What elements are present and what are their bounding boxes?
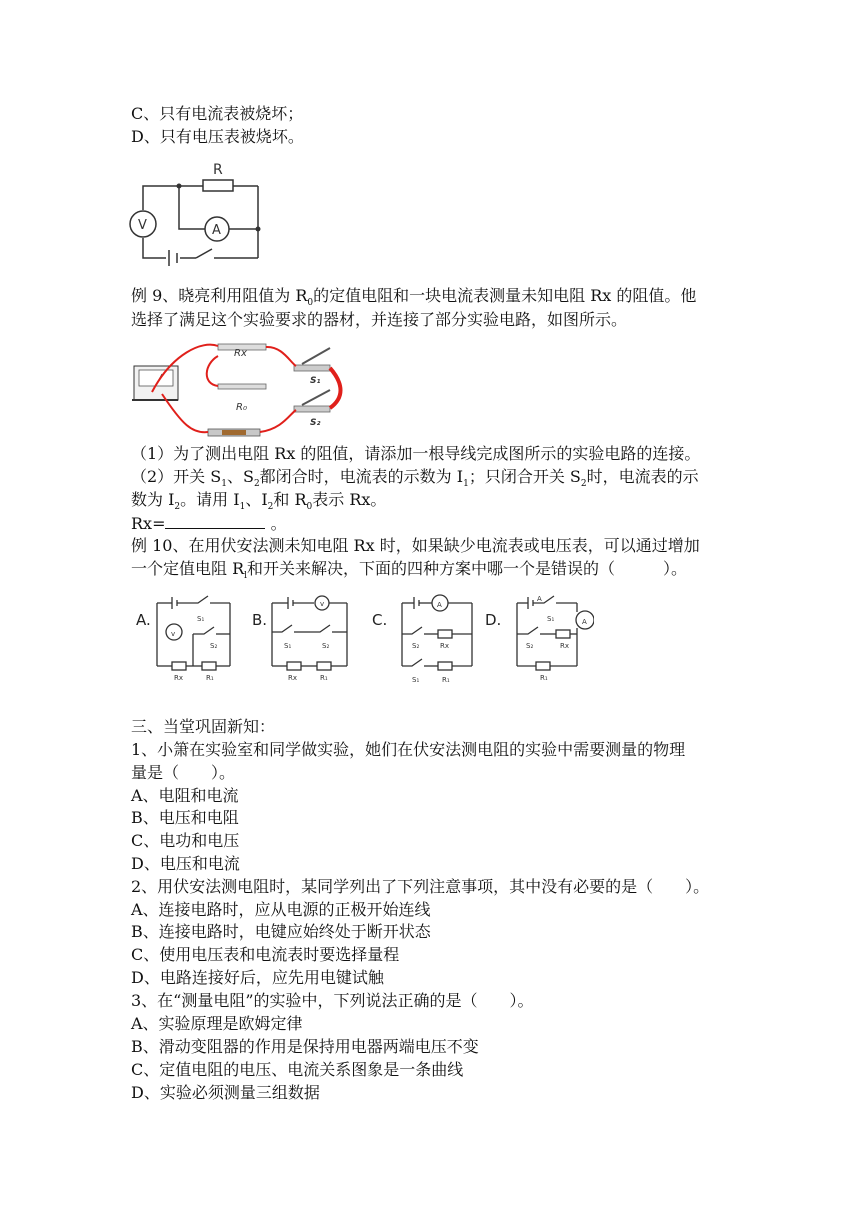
switch-s1 <box>294 348 330 371</box>
svg-text:Rx: Rx <box>440 642 450 650</box>
option-a-label: A. <box>136 611 151 629</box>
s2-label: S₂ <box>310 418 321 428</box>
q3-option-a: A、实验原理是欧姆定律 <box>131 1014 303 1033</box>
q2-option-b: B、连接电路时，电键应始终处于断开状态 <box>131 922 431 941</box>
q1-option-c: C、电功和电压 <box>131 831 240 850</box>
svg-text:R₁: R₁ <box>540 674 548 682</box>
ex9-q2-line1: （2）开关 $S_1$、$S_2$都闭合时，电流表的示数为 $I_1$；只闭合开关 $S_2$时，电流表的示 <box>131 467 699 490</box>
r-label: R <box>213 162 223 178</box>
option-d: D、只有电压表被烧坏。 <box>131 127 304 146</box>
svg-text:S₂: S₂ <box>526 642 534 650</box>
q2-line: 2、用伏安法测电阻时，某同学列出了下列注意事项，其中没有必要的是（ ）。 <box>131 877 710 896</box>
rx-answer: Rx= 。 <box>131 514 287 533</box>
q2-option-d: D、电路连接好后，应先用电键试触 <box>131 968 384 987</box>
svg-text:R₁: R₁ <box>206 674 214 682</box>
answer-blank[interactable] <box>165 512 265 529</box>
circuit-option-a <box>157 596 230 670</box>
option-b-label: B. <box>252 611 268 629</box>
q3-option-d: D、实验必须测量三组数据 <box>131 1083 320 1102</box>
ammeter-label: A <box>212 223 221 238</box>
svg-text:S₂: S₂ <box>210 642 218 650</box>
voltmeter-label: V <box>138 218 147 233</box>
svg-text:S₁: S₁ <box>547 615 555 623</box>
q3-line: 3、在“测量电阻”的实验中，下列说法正确的是（ ）。 <box>131 991 534 1010</box>
svg-text:S₁: S₁ <box>412 676 420 684</box>
option-c-label: C. <box>372 611 388 629</box>
section-3-title: 三、当堂巩固新知： <box>131 717 276 736</box>
s1-label: S₁ <box>310 376 321 386</box>
option-d-label: D. <box>485 611 502 629</box>
q2-option-c: C、使用电压表和电流表时要选择量程 <box>131 945 400 964</box>
svg-text:S₂: S₂ <box>322 642 330 650</box>
q1-option-b: B、电压和电阻 <box>131 808 239 827</box>
circuit-option-b <box>272 596 347 670</box>
svg-text:A: A <box>582 618 587 626</box>
q1-option-d: D、电压和电流 <box>131 854 240 873</box>
svg-text:S₁: S₁ <box>284 642 292 650</box>
svg-text:v: v <box>320 600 325 608</box>
ex9-q2-line2: 数为 $I_2$。请用 $I_1$、$I_2$和 $R_0$表示 Rx。 <box>131 490 387 513</box>
q1-line2: 量是（ ）。 <box>131 763 236 782</box>
q2-option-a: A、连接电路时，应从电源的正极开始连线 <box>131 900 431 919</box>
svg-text:A: A <box>537 595 542 603</box>
svg-text:v: v <box>171 630 176 638</box>
circuit-figure-2 <box>132 334 347 440</box>
ex9-line1: 例 9、晓亮利用阻值为 $R_0$的定值电阻和一块电流表测量未知电阻 Rx 的阻值。他 <box>131 286 697 309</box>
svg-text:S₂: S₂ <box>412 642 420 650</box>
svg-text:Rx: Rx <box>288 674 298 682</box>
q3-option-c: C、定值电阻的电压、电流关系图象是一条曲线 <box>131 1060 464 1079</box>
ex10-line2: 一个定值电阻 $R_l$和开关来解决，下面的四种方案中哪一个是错误的（ ）。 <box>131 559 688 582</box>
svg-text:R₁: R₁ <box>320 674 328 682</box>
option-c: C、只有电流表被烧坏； <box>131 104 304 123</box>
circuit-option-d <box>517 596 594 670</box>
q1-option-a: A、电阻和电流 <box>131 786 239 805</box>
svg-text:Rx: Rx <box>174 674 184 682</box>
ammeter-device <box>132 366 178 400</box>
ex9-q1: （1）为了测出电阻 Rx 的阻值，请添加一根导线完成图所示的实验电路的连接。 <box>131 444 701 463</box>
circuit-options-figure <box>132 590 594 686</box>
svg-text:Rx: Rx <box>560 642 570 650</box>
q1-line1: 1、小箫在实验室和同学做实验，她们在伏安法测电阻的实验中需要测量的物理 <box>131 740 686 759</box>
circuit-figure-1 <box>128 158 262 272</box>
ex9-line2: 选择了满足这个实验要求的器材，并连接了部分实验电路，如图所示。 <box>131 310 628 329</box>
r0-label: R₀ <box>236 402 247 413</box>
svg-text:S₁: S₁ <box>197 615 205 623</box>
svg-text:A: A <box>437 601 442 609</box>
ex10-line1: 例 10、在用伏安法测未知电阻 Rx 时，如果缺少电流表或电压表，可以通过增加 <box>131 536 700 555</box>
rx-label: Rx <box>234 348 247 359</box>
svg-text:R₁: R₁ <box>442 676 450 684</box>
switch-s2 <box>294 390 330 412</box>
q3-option-b: B、滑动变阻器的作用是保持用电器两端电压不变 <box>131 1037 479 1056</box>
